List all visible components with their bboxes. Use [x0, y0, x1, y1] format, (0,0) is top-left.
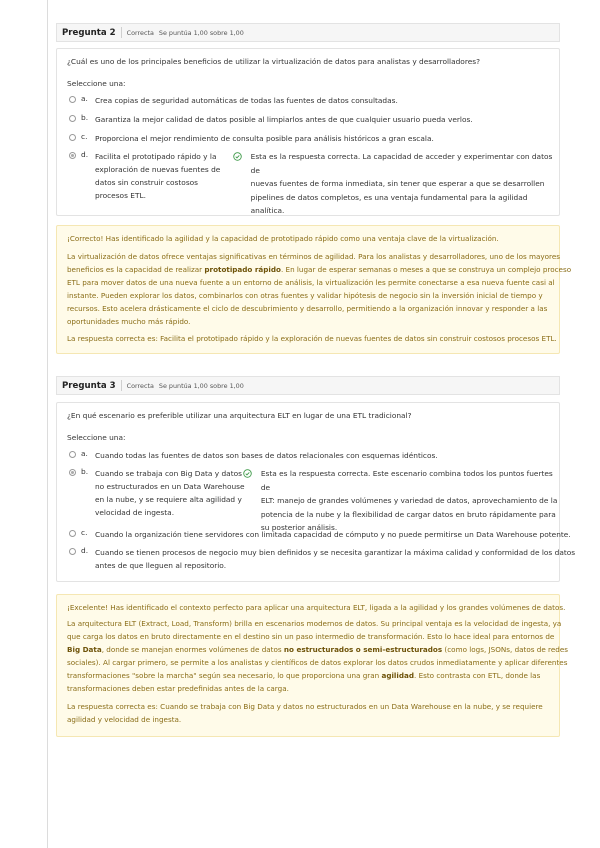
option-text: Crea copias de seguridad automáticas de todas las fuentes de datos consultadas.: [95, 96, 398, 105]
option-text: Garantiza la mejor calidad de datos posible al limpiarlos antes de que cualquier usuario pueda verlos.: [95, 115, 473, 124]
question-content-box: [56, 48, 560, 216]
feedback-paragraph-line: transformaciones "sobre la marcha" según sea necesario, lo que proporciona una gran agilidad. Esto contrasta con ETL, donde las: [67, 671, 541, 680]
option-letter: d.: [81, 546, 89, 555]
option-letter: c.: [81, 132, 88, 141]
answer-option-d-selected[interactable]: [69, 150, 559, 218]
feedback-paragraph-line: beneficios es la capacidad de realizar prototipado rápido. En lugar de esperar semanas o meses a que se construya un complejo proceso: [67, 265, 572, 274]
general-feedback-box: [56, 594, 568, 737]
correct-answer-text: agilidad y velocidad de ingesta.: [67, 715, 182, 724]
answer-option-c[interactable]: [69, 528, 571, 541]
option-specific-feedback: Esta es la respuesta correcta. La capacidad de acceder y experimentar con datos de nuevas fuentes de forma inmediata, sin tener que esperar a que se desarrollen pipelines de datos completos, es una ventaja fundamental para la agilidad analítica.: [250, 152, 553, 215]
answer-option-d[interactable]: [69, 546, 575, 572]
feedback-intro: ¡Excelente! Has identificado el contexto perfecto para aplicar una arquitectura ELT, ligada a la agilidad y los grandes volúmenes de datos.: [67, 603, 566, 612]
feedback-intro: ¡Correcto! Has identificado la agilidad y la capacidad de prototipado rápido como una ventaja clave de la virtualización.: [67, 234, 499, 243]
correct-answer-text: La respuesta correcta es: Cuando se trabaja con Big Data y datos no estructurados en un Data Warehouse en la nube, y se requiere: [67, 702, 543, 711]
question-grade: Se puntúa 1,00 sobre 1,00: [158, 381, 244, 390]
radio-button-checked[interactable]: [69, 469, 76, 476]
feedback-paragraph-line: Big Data, donde se manejan enormes volúmenes de datos no estructurados o semi-estructurados (como logs, JSONs, datos de redes: [67, 645, 568, 654]
option-letter: c.: [81, 528, 88, 537]
check-circle-icon: [233, 152, 242, 161]
radio-button[interactable]: [69, 530, 76, 537]
option-text: Proporciona el mejor rendimiento de consulta posible para análisis históricos a gran escala.: [95, 134, 434, 143]
question-status: Correcta: [126, 28, 154, 37]
question-status: Correcta: [126, 381, 154, 390]
radio-button-checked[interactable]: [69, 152, 76, 159]
correct-answer-text: La respuesta correcta es: Facilita el prototipado rápido y la exploración de nuevas fuentes de datos sin construir costosos procesos ETL.: [67, 334, 557, 343]
option-letter: b.: [81, 113, 89, 122]
feedback-paragraph-line: recursos. Esto acelera drásticamente el ciclo de descubrimiento y desarrollo, permitiendo a la organización innovar y responder a las: [67, 304, 548, 313]
general-feedback-box: [56, 225, 572, 354]
question-number: Pregunta 3: [62, 380, 116, 391]
question-header: [56, 376, 560, 395]
question-text: ¿En qué escenario es preferible utilizar una arquitectura ELT en lugar de una ETL tradicional?: [67, 411, 412, 420]
feedback-paragraph-line: ETL para mover datos de una nueva fuente a un entorno de análisis, la virtualización les permite conectarse a esa nueva fuente casi al: [67, 278, 555, 287]
check-circle-icon: [243, 469, 252, 478]
feedback-paragraph-line: transformaciones deben estar predefinidas antes de la carga.: [67, 684, 289, 693]
option-letter: a.: [81, 94, 88, 103]
radio-button[interactable]: [69, 115, 76, 122]
page-left-border: [47, 0, 48, 848]
feedback-paragraph-line: oportunidades mucho más rápido.: [67, 317, 191, 326]
question-content-box: [56, 402, 576, 582]
question-number: Pregunta 2: [62, 27, 116, 38]
select-one-label: Seleccione una:: [67, 433, 126, 442]
question-text: ¿Cuál es uno de los principales beneficios de utilizar la virtualización de datos para analistas y desarrolladores?: [67, 57, 481, 66]
option-letter: a.: [81, 449, 88, 458]
option-letter: b.: [81, 467, 89, 476]
feedback-paragraph-line: La virtualización de datos ofrece ventajas significativas en términos de agilidad. Para los analistas y desarrolladores, uno de los mayores: [67, 252, 561, 261]
option-text: Facilita el prototipado rápido y la exploración de nuevas fuentes de datos sin construir costosos procesos ETL.: [95, 152, 221, 200]
answer-option-b[interactable]: [69, 113, 473, 126]
radio-button[interactable]: [69, 451, 76, 458]
feedback-paragraph-line: La arquitectura ELT (Extract, Load, Transform) brilla en escenarios modernos de datos. Su principal ventaja es la velocidad de ingesta, ya: [67, 619, 562, 628]
feedback-paragraph-line: que carga los datos en bruto directamente en el destino sin un paso intermedio de transformación. Esto lo hace ideal para entornos de: [67, 632, 555, 641]
divider: [121, 380, 122, 391]
option-specific-feedback: Esta es la respuesta correcta. Este escenario combina todos los puntos fuertes de ELT: manejo de grandes volúmenes y variedad de datos, aprovechamiento de la potencia de la nube y la flexibilidad de cargar datos en bruto rápidamente para su posterior análisis.: [260, 469, 558, 532]
divider: [121, 27, 122, 38]
question-grade: Se puntúa 1,00 sobre 1,00: [158, 28, 244, 37]
select-one-label: Seleccione una:: [67, 79, 126, 88]
answer-option-b-selected[interactable]: [69, 467, 559, 535]
option-text: Cuando todas las fuentes de datos son bases de datos relacionales con esquemas idénticos.: [95, 451, 438, 460]
radio-button[interactable]: [69, 548, 76, 555]
option-letter: d.: [81, 150, 89, 159]
answer-option-c[interactable]: [69, 132, 434, 145]
option-text: Cuando se tienen procesos de negocio muy bien definidos y se necesita garantizar la máxima calidad y conformidad de los datos antes de que lleguen al repositorio.: [95, 548, 576, 570]
answer-option-a[interactable]: [69, 94, 398, 107]
radio-button[interactable]: [69, 96, 76, 103]
feedback-paragraph-line: instante. Pueden explorar los datos, combinarlos con otras fuentes y validar hipótesis de negocio sin la inversión inicial de tiempo y: [67, 291, 543, 300]
option-text: Cuando se trabaja con Big Data y datos no estructurados en un Data Warehouse en la nube, y se requiere alta agilidad y velocidad de ingesta.: [95, 469, 245, 517]
feedback-paragraph-line: sociales). Al cargar primero, se permite a los analistas y científicos de datos explorar los datos crudos inmediatamente y aplicar diferentes: [67, 658, 568, 667]
question-header: [56, 23, 560, 42]
option-text: Cuando la organización tiene servidores con limitada capacidad de cómputo y no puede permitirse un Data Warehouse potente.: [95, 530, 571, 539]
radio-button[interactable]: [69, 134, 76, 141]
answer-option-a[interactable]: [69, 449, 438, 462]
